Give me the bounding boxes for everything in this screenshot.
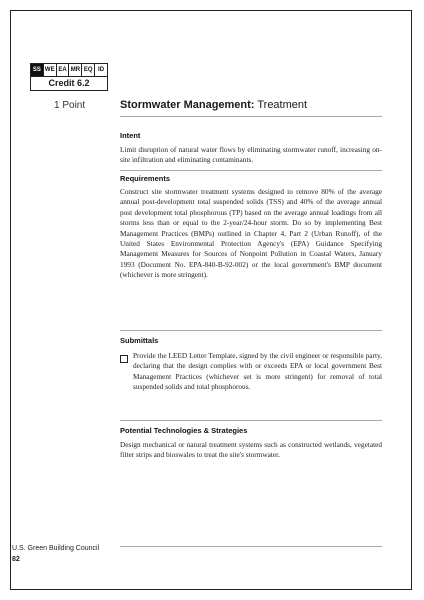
requirements-heading: Requirements [120,174,171,183]
page-title [120,99,307,111]
title-sub: Treatment [254,99,308,111]
tab-id: ID [95,64,107,76]
page-number: 82 [12,556,20,563]
intent-heading: Intent [120,131,141,140]
title-rule [120,116,382,117]
tab-ss: SS [31,64,44,76]
submittals-text: Provide the LEED Letter Template, signed by the civil engineer or responsible party, declaring that the design complies with or exceeds EPA or local government Best Management Practices (whichever set is more stringent) for removal of total suspended solids and total phosphorous. [133,351,382,392]
requirements-text: Construct site stormwater treatment systems designed to remove 80% of the average annual post-development total suspended solids (TSS) and 40% of the average annual post development total phosphorous (TP) based on the average annual loadings from all storms less than or equal to the 2-year/24-hour storm. Do so by implementing Best Management Practices (BMPs) outlined in Chapter 4, Part 2 (Urban Runoff), of the United States Environmental Protection Agency's (EPA) Guidance Specifying Management Measures for Sources of Nonpoint Pollution in Coastal Waters, January 1993 (Document No. EPA-840-B-92-002) or the local government's BMP document (whichever is more stringent). [120,187,382,280]
tab-eq: EQ [82,64,95,76]
tab-mr: MR [69,64,82,76]
divider [120,170,382,171]
category-tabs [31,64,107,76]
credit-label: Credit 6.2 [31,76,107,90]
checkbox-icon [120,355,128,363]
tab-we: WE [44,64,57,76]
divider [120,330,382,331]
submittals-heading: Submittals [120,336,159,345]
footer-rule [120,546,382,547]
points-label: 1 Point [54,100,86,111]
footer-org: U.S. Green Building Council [12,545,100,552]
page-frame [10,10,412,590]
title-main: Stormwater Management: [120,99,255,111]
strategies-text: Design mechanical or natural treatment systems such as constructed wetlands, vegetated filter strips and bioswales to treat the site's stormwater. [120,440,382,460]
credit-box [30,63,108,91]
tab-ea: EA [57,64,70,76]
intent-text: Limit disruption of natural water flows by eliminating stormwater runoff, increasing on-site infiltration and eliminating contaminants. [120,145,382,165]
divider [120,420,382,421]
strategies-heading: Potential Technologies & Strategies [120,426,248,435]
